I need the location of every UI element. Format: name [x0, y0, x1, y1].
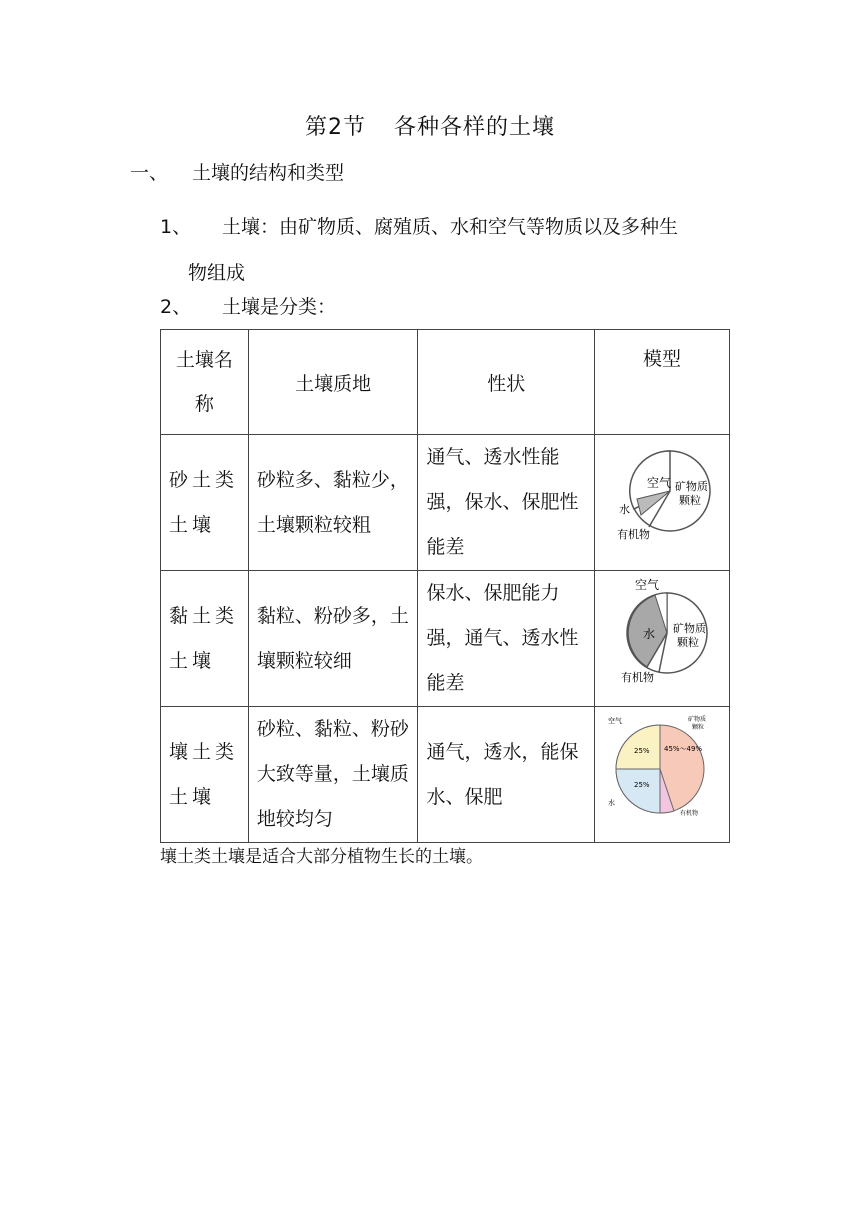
- clay-label-air: 空气: [635, 578, 660, 592]
- loam-pie-diagram: [602, 711, 722, 821]
- table-header-row: [161, 330, 730, 435]
- clay-label-water: 水: [643, 627, 656, 641]
- sandy-label-water: 水: [619, 503, 630, 516]
- clay-label-mineral-1: 矿物质: [673, 622, 706, 635]
- loam-label-air: 空气: [608, 717, 622, 725]
- row-loam-texture: 砂粒、黏粒、粉砂大致等量，土壤质地较均匀: [248, 707, 418, 843]
- soil-table: [160, 329, 730, 843]
- loam-label-mineral-pct: 45%～49%: [664, 745, 703, 753]
- row-clay-texture: 黏粒、粉砂多，土壤颗粒较细: [248, 571, 418, 707]
- clay-label-organic: 有机物: [621, 671, 654, 684]
- loam-label-mineral-2: 颗粒: [692, 724, 705, 731]
- header-name: 土壤名称: [161, 330, 249, 435]
- item-1: 1、 土壤：由矿物质、腐殖质、水和空气等物质以及多种生 物组成: [160, 216, 679, 284]
- row-loam-model: [595, 707, 730, 843]
- header-texture: 土壤质地: [248, 330, 418, 435]
- row-loam-property: 通气，透水，能保水、保肥: [418, 707, 595, 843]
- row-loam-name: 壤土类土壤: [161, 707, 249, 843]
- sandy-label-mineral-1: 矿物质: [675, 480, 708, 493]
- row-sandy-texture: 砂粒多、黏粒少，土壤颗粒较粗: [248, 435, 418, 571]
- item-2: 2、 土壤是分类：: [160, 296, 337, 318]
- table-row: [161, 571, 730, 707]
- loam-label-air-pct: 25%: [634, 747, 650, 755]
- row-clay-name: 黏土类土壤: [161, 571, 249, 707]
- row-sandy-property: 通气、透水性能强，保水、保肥性能差: [418, 435, 595, 571]
- loam-label-mineral-1: 矿物质: [688, 716, 707, 723]
- sandy-pie-diagram: [607, 439, 717, 549]
- loam-label-organic: 有机物: [680, 810, 699, 817]
- header-model: 模型: [595, 330, 730, 435]
- table-row: [161, 435, 730, 571]
- row-sandy-model: [595, 435, 730, 571]
- row-sandy-name: 砂土类土壤: [161, 435, 249, 571]
- clay-label-mineral-2: 颗粒: [677, 636, 699, 649]
- row-clay-model: [595, 571, 730, 707]
- loam-label-water: 水: [608, 799, 615, 807]
- footer-note: 壤土类土壤是适合大部分植物生长的土壤。: [160, 847, 483, 867]
- sandy-label-organic: 有机物: [617, 528, 650, 541]
- table-row: [161, 707, 730, 843]
- page-title: 第2节 各种各样的土壤: [304, 115, 555, 140]
- section-heading: 一、 土壤的结构和类型: [130, 162, 345, 184]
- header-property: 性状: [418, 330, 595, 435]
- row-clay-property: 保水、保肥能力强，通气、透水性能差: [418, 571, 595, 707]
- loam-label-water-pct: 25%: [634, 781, 650, 789]
- sandy-label-air: 空气: [647, 476, 672, 490]
- clay-pie-diagram: [607, 575, 717, 685]
- sandy-label-mineral-2: 颗粒: [679, 494, 701, 507]
